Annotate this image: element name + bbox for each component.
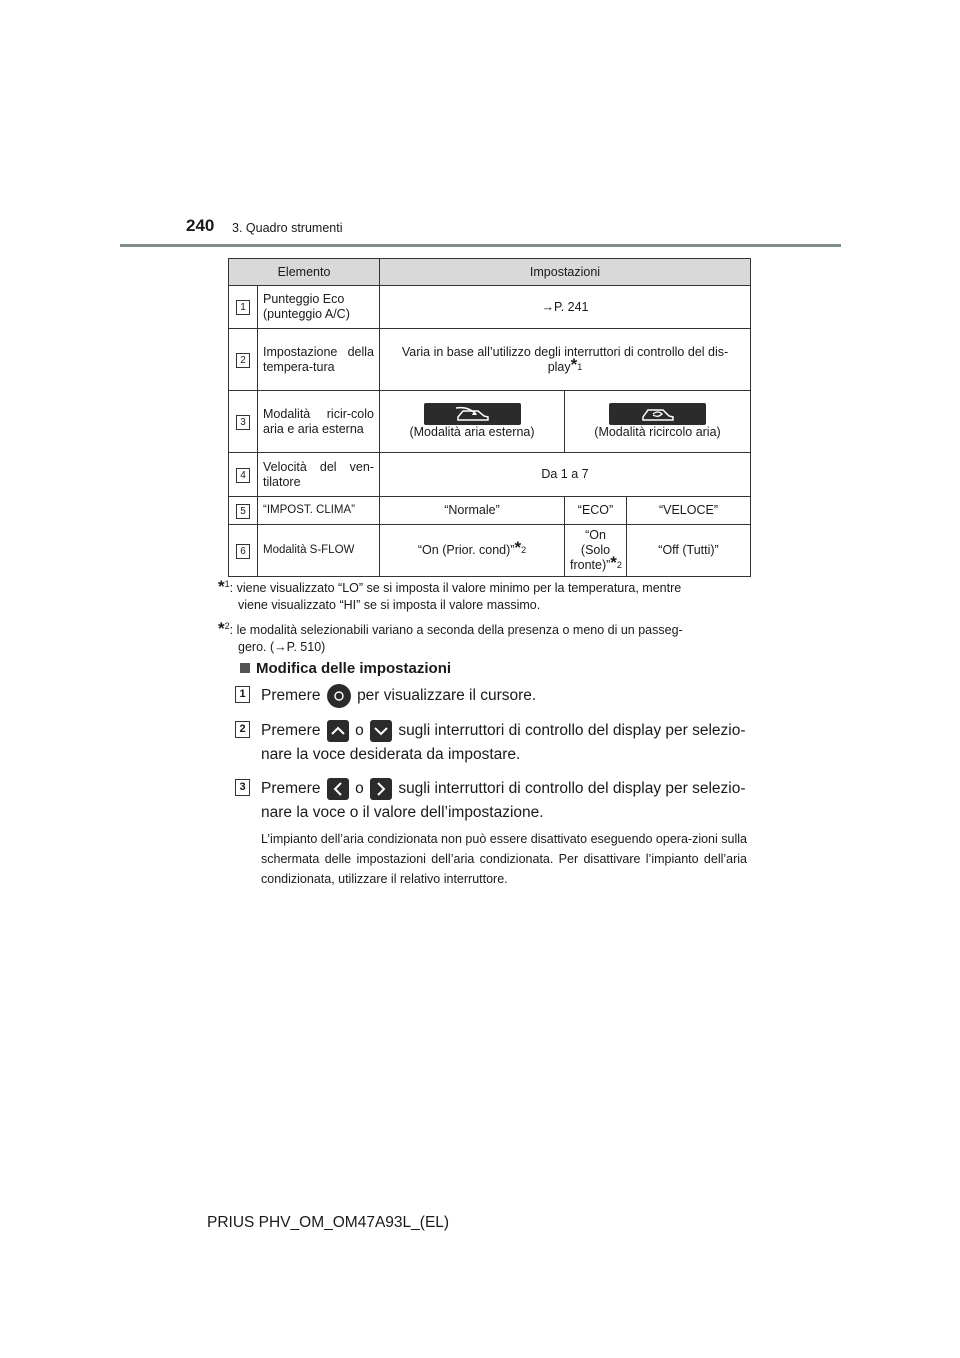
option-recirculation [565,391,751,453]
step-number: 2 [235,721,250,738]
step-number: 3 [235,779,250,796]
page-number: 240 [186,216,215,235]
settings-table [228,258,751,577]
table-row [229,286,751,329]
option-label: (Modalità aria esterna) [409,425,535,439]
step-text: per visualizzare il cursore. [357,687,537,705]
footnote-marker [514,538,526,557]
row-number: 4 [236,468,250,483]
footnote-mark: * [218,619,225,639]
section-heading [240,660,451,677]
star-number: 2 [616,560,622,570]
row-setting: →P. 241 [380,286,751,329]
chevron-right-icon [370,778,392,800]
step-number: 1 [235,686,250,703]
option-label: (Modalità ricircolo aria) [594,425,721,439]
square-bullet-icon [240,663,250,673]
table-header-row [229,259,751,286]
footnote-text: : le modalità selezionabili variano a seconda della presenza o meno di un passeg- [229,623,683,638]
header-element: Elemento [229,259,380,286]
row-number: 3 [236,415,250,430]
star: * [514,538,522,557]
step-2 [235,719,747,767]
row-number: 5 [236,504,250,519]
option-solo-fronte [565,525,627,577]
header-settings: Impostazioni [380,259,751,286]
option-veloce: “VELOCE” [627,497,751,525]
table-row [229,453,751,497]
option-label: “On (Solo fronte)” [570,528,611,572]
step-text: Premere [261,722,321,739]
step-1 [235,684,747,708]
step-text-cont: nare la voce desiderata da impostare. [261,746,521,763]
footnote-text-cont: viene visualizzato “HI” se si imposta il valore massimo. [238,598,541,613]
row-element: Modalità S-FLOW [258,525,380,577]
header-rule [120,244,841,247]
step-text: Premere [261,780,321,797]
footnote-text-cont: gero. (→P. 510) [238,640,326,655]
table-row [229,329,751,391]
footnote-mark: * [218,577,225,597]
table-row [229,497,751,525]
footnote-number: 1 [224,579,230,589]
row-number: 6 [236,544,250,559]
footnote-number: 2 [224,621,230,631]
select-button-icon [327,684,351,708]
row-element: Velocità del ven-tilatore [258,453,380,497]
setting-text: Varia in base all’utilizzo degli interruttori di controllo del dis-play [401,344,729,374]
chevron-down-icon [370,720,392,742]
chevron-left-icon [327,778,349,800]
row-element: Modalità ricir-colo aria e aria esterna [258,391,380,453]
row-setting: Da 1 a 7 [380,453,751,497]
row-number: 2 [236,353,250,368]
footer-code: PRIUS PHV_OM_OM47A93L_(EL) [207,1214,450,1231]
row-setting [380,329,751,391]
option-outside-air [380,391,565,453]
row-element: Impostazione della tempera-tura [258,329,380,391]
star: * [570,354,578,374]
option-off: “Off (Tutti)” [627,525,751,577]
row-element: Punteggio Eco (punteggio A/C) [258,286,380,329]
footnote-marker [610,553,622,572]
step-text: Premere [261,687,321,705]
step-text: sugli interruttori di controllo del display per selezio- [398,780,746,797]
footnote-marker [571,355,583,374]
footnote-text: : viene visualizzato “LO” se si imposta il valore minimo per la temperatura, mentre [229,581,682,596]
footnote-1 [218,576,746,614]
step-text: o [355,722,364,739]
star-number: 1 [577,361,583,372]
section-heading-text: Modifica delle impostazioni [256,660,452,677]
chevron-up-icon [327,720,349,742]
option-normal: “Normale” [380,497,565,525]
row-element: “IMPOST. CLIMA” [258,497,380,525]
star: * [610,553,617,572]
footnote-2 [218,618,746,656]
option-label: “On (Prior. cond)” [417,543,515,557]
section-title: 3. Quadro strumenti [232,221,343,235]
step-3 [235,777,747,825]
table-row [229,391,751,453]
option-prior-cond [380,525,565,577]
star-number: 2 [521,545,527,555]
recirculation-icon [609,403,706,425]
row-number: 1 [236,300,250,315]
outside-air-icon [424,403,521,425]
option-eco: “ECO” [565,497,627,525]
step-text: sugli interruttori di controllo del display per selezio- [398,722,746,739]
step-text: o [355,780,364,797]
table-row [229,525,751,577]
step-text-cont: nare la voce o il valore dell’impostazione. [261,804,544,821]
note-text: L’impianto dell’aria condizionata non può essere disattivato eseguendo opera-zioni sulla schermata delle impostazioni dell’aria condizionata. Per disattivare l’impianto dell’aria condizionata, utilizzare il relativo interruttore. [261,832,747,886]
